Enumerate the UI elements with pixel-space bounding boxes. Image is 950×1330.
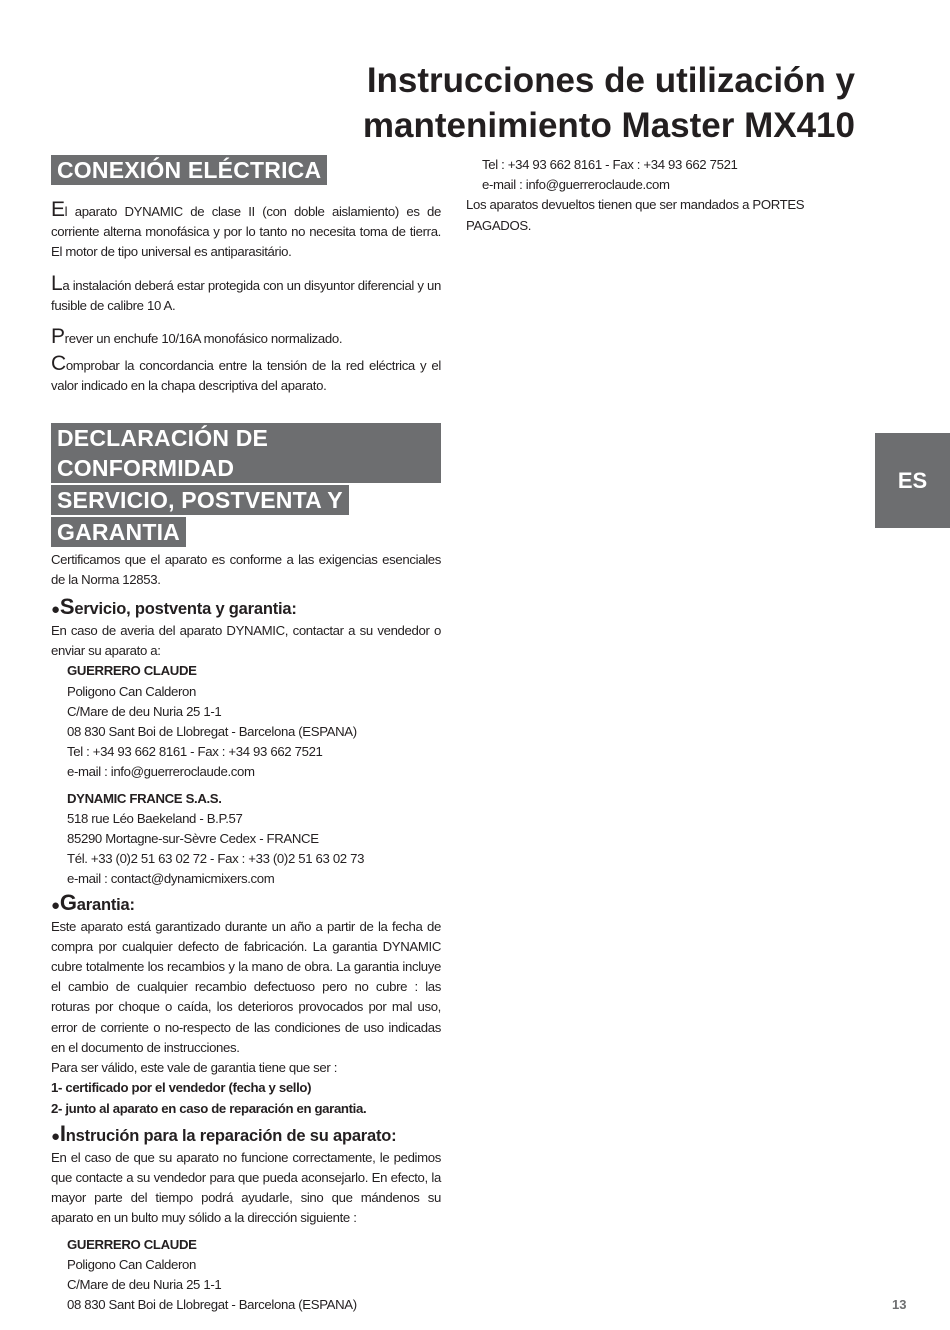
- bullet-icon: ●: [51, 1127, 60, 1145]
- bullet-icon: ●: [51, 896, 60, 914]
- dropcap: P: [51, 325, 65, 349]
- left-column: [51, 155, 441, 1315]
- subheading-garantia: [51, 889, 441, 917]
- address-email: e-mail : contact@dynamicmixers.com: [67, 871, 275, 887]
- conexion-paragraph-1: [51, 198, 441, 263]
- address-line: Poligono Can Calderon: [67, 1256, 197, 1272]
- dropcap: I: [59, 1120, 66, 1146]
- title-line-2: mantenimiento Master MX410: [362, 106, 855, 145]
- address-line: 85290 Mortagne-sur-Sèvre Cedex - FRANCE: [67, 831, 319, 847]
- address-line: 08 830 Sant Boi de Llobregat - Barcelona (ESPANA): [67, 1297, 357, 1313]
- address-line: C/Mare de deu Nuria 25 1-1: [67, 1276, 222, 1292]
- paragraph-text: l aparato DYNAMIC de clase II (con doble aislamiento) es de corriente alterna monofásica y por lo tanto no necesita toma de tierra. El motor de tipo universal es antiparasitário.: [51, 204, 441, 260]
- subheading-instrucion: [51, 1120, 441, 1148]
- paragraph-text: omprobar la concordancia entre la tensión de la red eléctrica y el valor indicado en la chapa descriptiva del aparato.: [51, 358, 441, 394]
- subheading-text: nstrución para la reparación de su aparato:: [65, 1126, 397, 1145]
- address-line: 08 830 Sant Boi de Llobregat - Barcelona (ESPANA): [67, 724, 357, 740]
- heading-line-1: DECLARACIÓN DE CONFORMIDAD: [51, 423, 441, 483]
- paragraph-text: a instalación deberá estar protegida con un disyuntor diferencial y un fusible de calibre 10 A.: [51, 277, 441, 313]
- address-name: DYNAMIC FRANCE S.A.S.: [67, 790, 222, 806]
- address-email: e-mail : info@guerreroclaude.com: [67, 764, 255, 780]
- section-heading-conexion: CONEXIÓN ELÉCTRICA: [51, 155, 327, 185]
- section-declaracion: [51, 423, 441, 590]
- dropcap: G: [59, 889, 77, 915]
- page-title: [155, 58, 855, 148]
- address-name: GUERRERO CLAUDE: [67, 663, 197, 679]
- return-note: Los aparatos devueltos tienen que ser mandados a PORTES PAGADOS.: [466, 197, 805, 233]
- garantia-condition-1: 1- certificado por el vendedor (fecha y sello): [51, 1080, 312, 1096]
- right-contact: [482, 155, 866, 195]
- address-line: Poligono Can Calderon: [67, 683, 197, 699]
- language-tab: ES: [875, 433, 950, 528]
- declaracion-intro: Certificamos que el aparato es conforme a las exigencias esenciales de la Norma 12853.: [51, 551, 441, 587]
- servicio-text: En caso de averia del aparato DYNAMIC, contactar a su vendedor o enviar su aparato a:: [51, 623, 441, 659]
- dropcap: C: [51, 352, 66, 376]
- subheading-text: arantia:: [76, 895, 135, 914]
- dropcap: E: [51, 198, 65, 221]
- address-guerrero: [67, 661, 441, 782]
- heading-line-3: GARANTIA: [51, 517, 186, 547]
- address-line: 518 rue Léo Baekeland - B.P.57: [67, 810, 243, 826]
- right-email: e-mail : info@guerreroclaude.com: [482, 177, 670, 193]
- section-heading-declaracion: [51, 423, 441, 547]
- dropcap: L: [51, 271, 63, 295]
- instrucion-text: En el caso de que su aparato no funcione correctamente, le pedimos que contacte a su vendedor para que pueda aconsejarlo. En efecto, la mayor parte del tiempo podrá ayudarle, sino que mándenos su aparato en un bulto muy sólido a la dirección siguiente :: [51, 1149, 441, 1226]
- paragraph-text: rever un enchufe 10/16A monofásico normalizado.: [64, 331, 343, 347]
- heading-line-2: SERVICIO, POSTVENTA Y: [51, 485, 349, 515]
- bullet-icon: ●: [51, 601, 60, 619]
- garantia-valid-text: Para ser válido, este vale de garantia tiene que ser :: [51, 1060, 338, 1076]
- conexion-paragraph-2: [51, 271, 441, 316]
- address-dynamic-france: [67, 789, 441, 890]
- garantia-condition-2: 2- junto al aparato en caso de reparación en garantia.: [51, 1100, 367, 1116]
- section-conexion: [51, 155, 441, 397]
- address-phone: Tél. +33 (0)2 51 63 02 72 - Fax : +33 (0)2 51 63 02 73: [67, 851, 365, 867]
- address-name: GUERRERO CLAUDE: [67, 1236, 197, 1252]
- dropcap: S: [59, 594, 75, 620]
- conexion-paragraph-3: [51, 325, 441, 349]
- address-line: C/Mare de deu Nuria 25 1-1: [67, 703, 222, 719]
- right-column: [466, 155, 866, 236]
- address-guerrero-repair: [67, 1235, 441, 1316]
- subheading-servicio: [51, 596, 441, 621]
- title-line-1: Instrucciones de utilización y: [366, 61, 855, 100]
- subheading-text: ervicio, postventa y garantia:: [74, 600, 297, 619]
- page-number: 13: [892, 1297, 907, 1312]
- right-phone: Tel : +34 93 662 8161 - Fax : +34 93 662 7521: [482, 157, 738, 172]
- conexion-paragraph-4: [51, 352, 441, 396]
- address-phone: Tel : +34 93 662 8161 - Fax : +34 93 662 7521: [67, 744, 323, 760]
- garantia-text: Este aparato está garantizado durante un año a partir de la fecha de compra por cualquier defecto de fabricación. La garantia DYNAMIC cubre totalmente los recambios y la mano de obra. La garantia incluye el cambio de cualquier recambio defectuoso pero no cubre : las roturas por choque o caída, los deterioros provocados por mal uso, error de corriente o no-respecto de las condiciones de uso indicadas en el documento de instrucciones.: [51, 918, 441, 1055]
